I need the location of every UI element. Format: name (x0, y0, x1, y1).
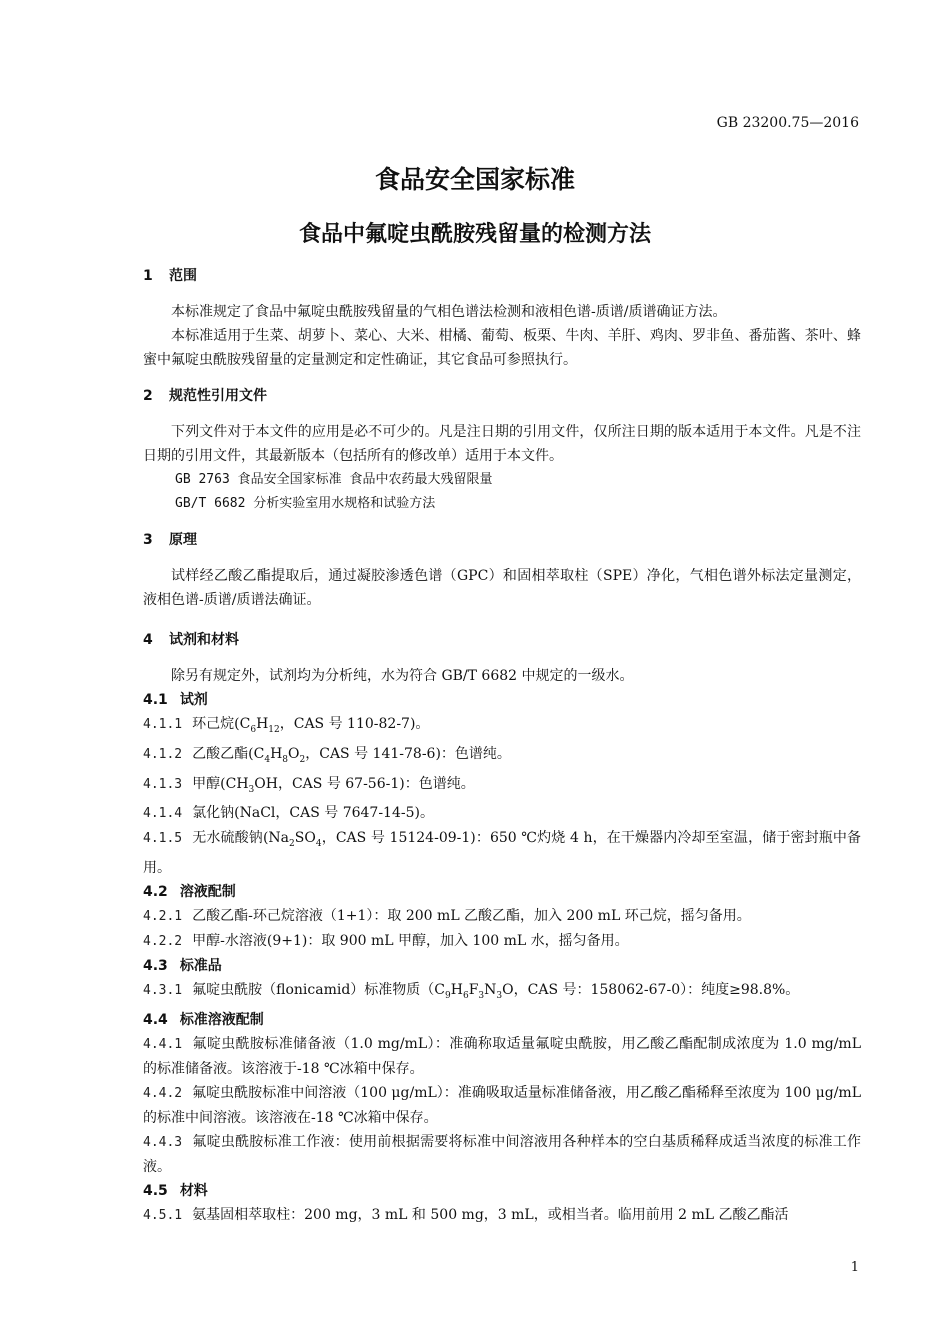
subsection-heading: 4.1 试剂 (143, 692, 208, 708)
list-item: 4.1.5 无水硫酸钠($Na_2SO_4$，CAS 号 15124-09-1)：650 ℃灼烧 4 h，在干燥器内冷却至室温，储于密封瓶中备用。 (143, 830, 862, 877)
subsection-heading: 4.3 标准品 (143, 958, 222, 975)
list-item: 4.1.1 环己烷($C_6H_{12}$，CAS 号 110-82-7)。 (143, 716, 430, 735)
list-item: 4.4.2 氟啶虫酰胺标准中间溶液（100 μg/mL）：准确吸取适量标准储备液，用乙酸乙酯稀释至浓度为 100 μg/mL 的标准中间溶液。该溶液在-18 ℃冰箱中保存。 (143, 1084, 861, 1126)
page-number: 1 (850, 1260, 859, 1275)
document-title: 食品安全国家标准 (374, 165, 575, 194)
subsection-heading: 4.4 标准溶液配制 (143, 1011, 264, 1028)
subsection-heading: 4.5 材料 (143, 1182, 208, 1199)
document-subtitle: 食品中氟啶虫酰胺残留量的检测方法 (298, 222, 651, 247)
paragraph: 下列文件对于本文件的应用是必不可少的。凡是注日期的引用文件，仅所注日期的版本适用于本文件。凡是不注日期的引用文件，其最新版本（包括所有的修改单）适用于本文件。 (143, 424, 861, 464)
subsection-heading: 4.2 溶液配制 (143, 884, 236, 901)
document-body (143, 264, 861, 1228)
list-item: 4.1.4 氯化钠(NaCl，CAS 号 7647-14-5)。 (143, 805, 434, 822)
paragraph: 除另有规定外，试剂均为分析纯，水为符合 GB/T 6682 中规定的一级水。 (171, 668, 634, 684)
list-item: 4.5.1 氨基固相萃取柱：200 mg，3 mL 和 500 mg，3 mL，或相当者。临用前用 2 mL 乙酸乙酯活 (143, 1206, 789, 1223)
paragraph: 试样经乙酸乙酯提取后，通过凝胶渗透色谱（GPC）和固相萃取柱（SPE）净化，气相色谱外标法定量测定，液相色谱-质谱/质谱法确证。 (143, 568, 861, 608)
section-heading-3: 3 原理 (143, 532, 197, 548)
list-item: 4.1.3 甲醇($CH_3OH$，CAS 号 67-56-1)：色谱纯。 (143, 775, 475, 795)
list-item: 4.4.3 氟啶虫酰胺标准工作液：使用前根据需要将标准中间溶液用各种样本的空白基质稀释成适当浓度的标准工作液。 (143, 1133, 861, 1175)
paragraph: 本标准适用于生菜、胡萝卜、菜心、大米、柑橘、葡萄、板栗、牛肉、羊肝、鸡肉、罗非鱼、番茄酱、茶叶、蜂蜜中氟啶虫酰胺残留量的定量测定和定性确证，其它食品可参照执行。 (143, 328, 861, 368)
standard-code: GB 23200.75—2016 (716, 115, 859, 131)
section-heading-4: 4 试剂和材料 (143, 632, 239, 648)
reference-item: GB/T 6682 分析实验室用水规格和试验方法 (175, 496, 436, 511)
list-item: 4.2.1 乙酸乙酯-环己烷溶液（1+1）：取 200 mL 乙酸乙酯，加入 200 mL 环己烷，摇匀备用。 (143, 908, 751, 925)
list-item: 4.3.1 氟啶虫酰胺（flonicamid）标准物质（$C_9H_6F_3N_3O$，CAS 号：158062-67-0）：纯度≥98.8%。 (143, 982, 800, 1001)
paragraph: 本标准规定了食品中氟啶虫酰胺残留量的气相色谱法检测和液相色谱-质谱/质谱确证方法。 (171, 304, 727, 320)
reference-item: GB 2763 食品安全国家标准 食品中农药最大残留限量 (175, 472, 493, 487)
list-item: 4.1.2 乙酸乙酯($C_4H_8O_2$，CAS 号 141-78-6)：色谱纯。 (143, 745, 511, 765)
section-heading-2: 2 规范性引用文件 (143, 388, 267, 404)
list-item: 4.2.2 甲醇-水溶液(9+1)：取 900 mL 甲醇，加入 100 mL 水，摇匀备用。 (143, 933, 629, 950)
section-heading-1: 1 范围 (143, 268, 197, 284)
list-item: 4.4.1 氟啶虫酰胺标准储备液（1.0 mg/mL）：准确称取适量氟啶虫酰胺，用乙酸乙酯配制成浓度为 1.0 mg/mL 的标准储备液。该溶液于-18 ℃冰箱中保存。 (143, 1035, 861, 1077)
